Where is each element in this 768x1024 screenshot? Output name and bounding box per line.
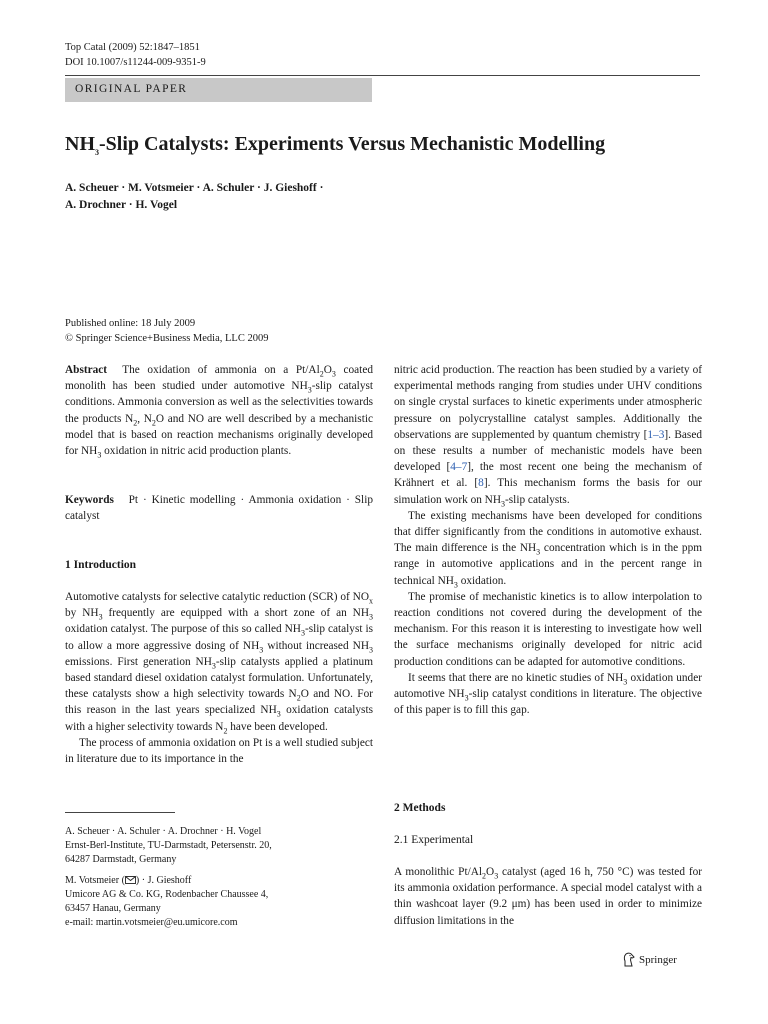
experimental-text: A monolithic $Pt/Al_2O_3$ catalyst (aged 16 h, 750 °C) was tested for its ammonia oxidation performance. A special model catalyst with a thin washcoat layer (9.2 μm) has been used in order to minimize diffusion limitations in the [394, 866, 702, 927]
intro-text: Automotive catalysts for selective catalytic reduction (SCR) of $NO_x$ by $NH_3$ frequently are equipped with a short zone of an $NH_3$ oxidation catalyst. The purpose of this so called $NH_3$-slip catalyst is to allow a more aggressive dosing of $NH_3$ without increased $NH_3$ emissions. First generation $NH_3$-slip catalysts applied a platinum based standard diesel oxidation catalyst formulation. Unfortunately, these catalysts show a high selectivity towards $N_2O$ and NO. For this reason in the last years specialized $NH_3$ oxidation catalysts with a higher selectivity towards $N_2$ have been developed. The process of ammonia oxidation on Pt is a well studied subject in literature due to its importance in the [65, 591, 374, 766]
article-type-bar [65, 78, 372, 102]
abstract: Abstract The oxidation of ammonia on a $Pt/Al_2O_3$ coated monolith has been studied under automotive $NH_3$-slip catalyst conditions. Ammonia conversion as well as the selectivities towards the products $N_2$, $N_2O$ and NO are well described by a mechanistic model that is based on reaction mechanisms originally developed for $NH_3$ oxidation in nitric acid production plants. [65, 364, 373, 460]
intro-text-continued: nitric acid production. The reaction has been studied by a variety of experimental methods ranging from studies under UHV conditions on single crystal surfaces to kinetic experiments under atmospheric pressure on polycrystalline catalyst samples. Additionally the observations are supplemented by quantum chemistry [1–3]. Based on these results a number of mechanistic models have been developed [4–7], the most recent one being the mechanism of Krähnert et al. [8]. This mechanism forms the basis for our simulation work on $NH_3$-slip catalysts. The existing mechanisms have been developed for conditions that differ significantly from the conditions in automotive exhaust. The main difference is the $NH_3$ concentration which is in the ppm range in automotive applications and in the percent range in technical $NH_3$ oxidation. The promise of mechanistic kinetics is to allow interpolation to reaction conditions not covered during the development of the mechanism. For this reason it is interesting to investigate how well the surface mechanisms originally developed for nitric acid production conditions can be adapted for automotive conditions. It seems that there are no kinetic studies of $NH_3$ oxidation under automotive $NH_3$-slip catalyst conditions in literature. The objective of this paper is to fill this gap. [394, 364, 703, 717]
affiliation-1-institute: Ernst-Berl-Institute, TU-Darmstadt, Petersenstr. 20, [65, 840, 272, 851]
published-date: Published online: 18 July 2009 [65, 318, 196, 329]
article-type-label: ORIGINAL PAPER [75, 83, 188, 95]
affiliation-2-names: M. Votsmeier ( ) · J. Gieshoff [65, 875, 192, 886]
author-list [65, 180, 323, 214]
affiliation-2-institute: Umicore AG & Co. KG, Rodenbacher Chaussee 4, [65, 889, 269, 900]
citation-link[interactable]: 1–3 [647, 428, 665, 441]
author-line-2: A. Drochner · H. Vogel [65, 199, 178, 211]
corresponding-email[interactable]: e-mail: martin.votsmeier@eu.umicore.com [65, 917, 238, 928]
springer-horse-icon [622, 952, 635, 967]
envelope-icon [125, 876, 136, 884]
experimental-heading: 2.1 Experimental [394, 834, 474, 846]
affiliation-2 [65, 874, 375, 930]
copyright: © Springer Science+Business Media, LLC 2009 [65, 333, 269, 344]
publication-info [65, 316, 268, 346]
journal-line: Top Catal (2009) 52:1847–1851 [65, 42, 200, 53]
keywords-text: Pt · Kinetic modelling · Ammonia oxidation · Slip catalyst [65, 494, 373, 523]
footnote-rule [65, 812, 175, 813]
citation-link[interactable]: 8 [478, 477, 484, 490]
affiliation-1-city: 64287 Darmstadt, Germany [65, 854, 177, 865]
header-rule [65, 75, 700, 76]
publisher-name: Springer [639, 953, 677, 966]
intro-heading: 1 Introduction [65, 559, 137, 571]
affiliation-1 [65, 825, 375, 867]
paper-title: $NH_3$-Slip Catalysts: Experiments Versus Mechanistic Modelling [65, 133, 606, 157]
abstract-label: Abstract [65, 364, 108, 376]
doi-line: DOI 10.1007/s11244-009-9351-9 [65, 57, 206, 68]
publisher-logo [622, 952, 677, 967]
affiliation-2-city: 63457 Hanau, Germany [65, 903, 161, 914]
affiliation-1-names: A. Scheuer · A. Schuler · A. Drochner · H. Vogel [65, 826, 262, 837]
keywords [65, 492, 373, 524]
author-line-1: A. Scheuer · M. Votsmeier · A. Schuler · J. Gieshoff · [65, 182, 324, 194]
journal-meta [65, 40, 206, 70]
citation-link[interactable]: 4–7 [450, 461, 468, 474]
methods-heading: 2 Methods [394, 802, 446, 814]
keywords-label: Keywords [65, 494, 114, 506]
